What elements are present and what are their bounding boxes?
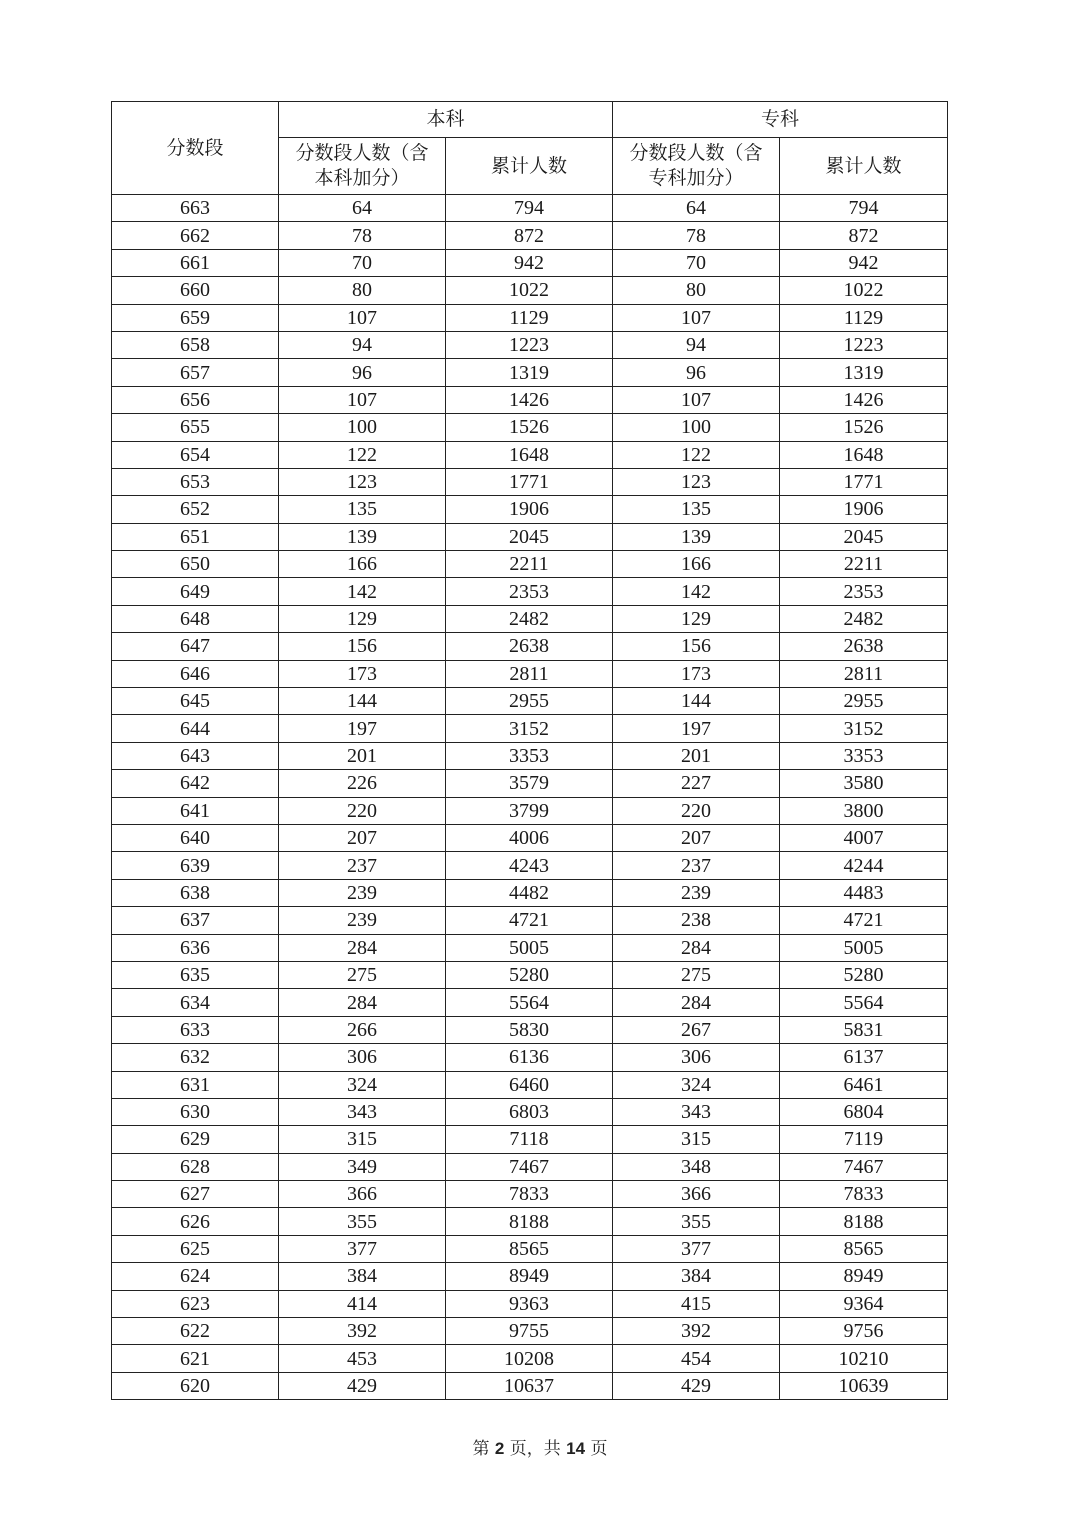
table-row [112, 633, 948, 660]
undergrad-cumulative-cell: 942 [446, 249, 613, 276]
junior-count-cell: 107 [613, 386, 780, 413]
junior-cumulative-cell: 8565 [780, 1235, 948, 1262]
score-band-cell: 622 [112, 1318, 279, 1345]
junior-cumulative-cell: 10210 [780, 1345, 948, 1372]
undergrad-cumulative-cell: 2482 [446, 605, 613, 632]
undergrad-cumulative-cell: 1526 [446, 414, 613, 441]
junior-count-cell: 144 [613, 688, 780, 715]
junior-cumulative-cell: 8949 [780, 1263, 948, 1290]
undergrad-cumulative-cell: 1906 [446, 496, 613, 523]
undergrad-cumulative-cell: 1426 [446, 386, 613, 413]
junior-count-cell: 366 [613, 1181, 780, 1208]
undergrad-cumulative-cell: 8188 [446, 1208, 613, 1235]
score-band-cell: 648 [112, 605, 279, 632]
junior-cumulative-cell: 6137 [780, 1044, 948, 1071]
table-row [112, 989, 948, 1016]
junior-cumulative-cell: 8188 [780, 1208, 948, 1235]
junior-count-cell: 275 [613, 961, 780, 988]
undergrad-cumulative-cell: 2811 [446, 660, 613, 687]
table-row [112, 605, 948, 632]
junior-cumulative-cell: 872 [780, 222, 948, 249]
junior-count-cell: 173 [613, 660, 780, 687]
undergrad-count-cell: 166 [279, 551, 446, 578]
undergrad-cumulative-cell: 1129 [446, 304, 613, 331]
undergrad-count-cell: 64 [279, 195, 446, 222]
undergrad-count-cell: 107 [279, 386, 446, 413]
table-row [112, 852, 948, 879]
table-row [112, 1235, 948, 1262]
undergrad-count-cell: 96 [279, 359, 446, 386]
table-row [112, 1098, 948, 1125]
undergrad-count-cell: 207 [279, 824, 446, 851]
junior-count-cell: 306 [613, 1044, 780, 1071]
score-band-cell: 657 [112, 359, 279, 386]
score-band-cell: 658 [112, 331, 279, 358]
table-row [112, 496, 948, 523]
table-row [112, 468, 948, 495]
junior-count-cell: 377 [613, 1235, 780, 1262]
page-footer [0, 1434, 1080, 1459]
undergrad-count-cell: 100 [279, 414, 446, 441]
junior-cumulative-cell: 3152 [780, 715, 948, 742]
undergrad-count-cell: 220 [279, 797, 446, 824]
junior-cumulative-cell: 942 [780, 249, 948, 276]
undergrad-count-cell: 94 [279, 331, 446, 358]
junior-cumulative-cell: 4007 [780, 824, 948, 851]
table-row [112, 742, 948, 769]
undergrad-cumulative-cell: 2955 [446, 688, 613, 715]
table-row [112, 1290, 948, 1317]
score-band-cell: 633 [112, 1016, 279, 1043]
junior-count-cell: 207 [613, 824, 780, 851]
junior-count-cell: 454 [613, 1345, 780, 1372]
score-band-cell: 647 [112, 633, 279, 660]
undergrad-count-cell: 284 [279, 989, 446, 1016]
junior-cumulative-cell: 9364 [780, 1290, 948, 1317]
junior-count-cell: 96 [613, 359, 780, 386]
junior-count-cell: 166 [613, 551, 780, 578]
undergrad-count-cell: 139 [279, 523, 446, 550]
score-band-cell: 655 [112, 414, 279, 441]
score-band-cell: 641 [112, 797, 279, 824]
undergrad-cumulative-cell: 7467 [446, 1153, 613, 1180]
junior-count-cell: 415 [613, 1290, 780, 1317]
junior-cumulative-cell: 5280 [780, 961, 948, 988]
score-band-cell: 628 [112, 1153, 279, 1180]
junior-cumulative-cell: 1129 [780, 304, 948, 331]
table-row [112, 1372, 948, 1399]
undergrad-count-cell: 315 [279, 1126, 446, 1153]
junior-count-cell: 122 [613, 441, 780, 468]
undergrad-cumulative-cell: 4482 [446, 879, 613, 906]
junior-count-cell: 227 [613, 770, 780, 797]
undergrad-cumulative-cell: 2211 [446, 551, 613, 578]
junior-count-cell: 355 [613, 1208, 780, 1235]
table-row [112, 688, 948, 715]
table-row [112, 386, 948, 413]
junior-cumulative-cell: 2638 [780, 633, 948, 660]
undergrad-cumulative-cell: 1223 [446, 331, 613, 358]
junior-cumulative-cell: 4721 [780, 907, 948, 934]
table-row [112, 249, 948, 276]
junior-count-cell: 142 [613, 578, 780, 605]
undergrad-count-cell: 275 [279, 961, 446, 988]
junior-cumulative-cell: 2955 [780, 688, 948, 715]
undergrad-cumulative-cell: 5564 [446, 989, 613, 1016]
junior-count-cell: 392 [613, 1318, 780, 1345]
junior-count-cell: 284 [613, 989, 780, 1016]
footer-page-number: 2 [494, 1439, 505, 1458]
junior-cumulative-cell: 3353 [780, 742, 948, 769]
junior-cumulative-cell: 1648 [780, 441, 948, 468]
junior-count-cell: 237 [613, 852, 780, 879]
score-band-cell: 650 [112, 551, 279, 578]
undergrad-count-cell: 429 [279, 1372, 446, 1399]
table-row [112, 331, 948, 358]
undergrad-count-cell: 144 [279, 688, 446, 715]
junior-count-cell: 107 [613, 304, 780, 331]
table-body [112, 195, 948, 1400]
table-row [112, 441, 948, 468]
junior-count-cell: 238 [613, 907, 780, 934]
junior-count-cell: 123 [613, 468, 780, 495]
junior-cumulative-cell: 1526 [780, 414, 948, 441]
table-row [112, 1345, 948, 1372]
junior-cumulative-cell: 7833 [780, 1181, 948, 1208]
table-row [112, 934, 948, 961]
junior-count-cell: 64 [613, 195, 780, 222]
junior-count-cell: 239 [613, 879, 780, 906]
undergrad-count-cell: 239 [279, 907, 446, 934]
table-row [112, 304, 948, 331]
table-row [112, 797, 948, 824]
header-row-groups [112, 102, 948, 138]
score-band-cell: 661 [112, 249, 279, 276]
junior-count-cell: 315 [613, 1126, 780, 1153]
junior-count-cell: 139 [613, 523, 780, 550]
score-band-cell: 653 [112, 468, 279, 495]
score-band-cell: 636 [112, 934, 279, 961]
table-row [112, 1153, 948, 1180]
undergrad-count-cell: 129 [279, 605, 446, 632]
score-band-cell: 651 [112, 523, 279, 550]
undergrad-count-cell: 414 [279, 1290, 446, 1317]
score-band-cell: 646 [112, 660, 279, 687]
undergrad-count-cell: 226 [279, 770, 446, 797]
undergrad-cumulative-cell: 2353 [446, 578, 613, 605]
undergrad-cumulative-cell: 6460 [446, 1071, 613, 1098]
junior-cumulative-cell: 10639 [780, 1372, 948, 1399]
undergrad-count-cell: 366 [279, 1181, 446, 1208]
score-band-cell: 631 [112, 1071, 279, 1098]
undergrad-cumulative-cell: 3799 [446, 797, 613, 824]
junior-cumulative-cell: 4483 [780, 879, 948, 906]
undergrad-count-cell: 107 [279, 304, 446, 331]
score-band-cell: 638 [112, 879, 279, 906]
junior-count-cell: 220 [613, 797, 780, 824]
undergrad-count-cell: 324 [279, 1071, 446, 1098]
undergrad-cumulative-cell: 1022 [446, 277, 613, 304]
undergrad-count-cell: 201 [279, 742, 446, 769]
junior-cumulative-cell: 5564 [780, 989, 948, 1016]
junior-cumulative-cell: 6804 [780, 1098, 948, 1125]
junior-cumulative-cell: 794 [780, 195, 948, 222]
table-row [112, 551, 948, 578]
junior-cumulative-cell: 1906 [780, 496, 948, 523]
junior-count-cell: 94 [613, 331, 780, 358]
score-band-cell: 654 [112, 441, 279, 468]
undergrad-cumulative-cell: 794 [446, 195, 613, 222]
score-band-cell: 630 [112, 1098, 279, 1125]
score-table [111, 101, 948, 1400]
junior-cumulative-cell: 2811 [780, 660, 948, 687]
undergrad-count-cell: 284 [279, 934, 446, 961]
undergrad-cumulative-cell: 10637 [446, 1372, 613, 1399]
score-band-cell: 634 [112, 989, 279, 1016]
junior-count-cell: 284 [613, 934, 780, 961]
score-band-cell: 644 [112, 715, 279, 742]
junior-cumulative-cell: 3800 [780, 797, 948, 824]
table-row [112, 277, 948, 304]
junior-count-header: 分数段人数（含专科加分） [613, 138, 780, 195]
undergrad-count-cell: 355 [279, 1208, 446, 1235]
undergrad-count-cell: 349 [279, 1153, 446, 1180]
undergrad-cumulative-cell: 1648 [446, 441, 613, 468]
table-row [112, 961, 948, 988]
footer-total-pages: 14 [566, 1439, 586, 1458]
score-band-cell: 659 [112, 304, 279, 331]
junior-cumulative-cell: 2353 [780, 578, 948, 605]
junior-cumulative-cell: 2045 [780, 523, 948, 550]
score-band-cell: 649 [112, 578, 279, 605]
undergrad-count-cell: 78 [279, 222, 446, 249]
undergrad-cumulative-cell: 8565 [446, 1235, 613, 1262]
table-header [112, 102, 948, 195]
score-band-cell: 632 [112, 1044, 279, 1071]
undergrad-count-cell: 80 [279, 277, 446, 304]
undergrad-cumulative-cell: 3152 [446, 715, 613, 742]
junior-cumulative-cell: 4244 [780, 852, 948, 879]
undergrad-count-cell: 123 [279, 468, 446, 495]
undergrad-cumulative-cell: 872 [446, 222, 613, 249]
undergrad-cumulative-cell: 4006 [446, 824, 613, 851]
score-band-cell: 624 [112, 1263, 279, 1290]
table-row [112, 523, 948, 550]
junior-cumulative-cell: 2211 [780, 551, 948, 578]
junior-count-cell: 197 [613, 715, 780, 742]
junior-count-cell: 324 [613, 1071, 780, 1098]
junior-count-cell: 129 [613, 605, 780, 632]
score-band-cell: 623 [112, 1290, 279, 1317]
score-band-cell: 662 [112, 222, 279, 249]
undergrad-cumulative-header: 累计人数 [446, 138, 613, 195]
undergrad-count-cell: 266 [279, 1016, 446, 1043]
score-band-cell: 621 [112, 1345, 279, 1372]
undergrad-count-cell: 343 [279, 1098, 446, 1125]
table-row [112, 1208, 948, 1235]
undergrad-count-cell: 197 [279, 715, 446, 742]
junior-cumulative-cell: 9756 [780, 1318, 948, 1345]
undergrad-cumulative-cell: 2045 [446, 523, 613, 550]
undergrad-count-cell: 135 [279, 496, 446, 523]
table-row [112, 715, 948, 742]
junior-count-cell: 80 [613, 277, 780, 304]
table-row [112, 824, 948, 851]
junior-cumulative-cell: 1022 [780, 277, 948, 304]
score-band-cell: 660 [112, 277, 279, 304]
undergrad-cumulative-cell: 1319 [446, 359, 613, 386]
junior-cumulative-cell: 3580 [780, 770, 948, 797]
junior-count-cell: 78 [613, 222, 780, 249]
score-band-cell: 640 [112, 824, 279, 851]
junior-count-cell: 343 [613, 1098, 780, 1125]
score-band-cell: 626 [112, 1208, 279, 1235]
junior-group-header: 专科 [613, 102, 948, 138]
undergrad-group-header: 本科 [279, 102, 613, 138]
undergrad-count-cell: 453 [279, 1345, 446, 1372]
junior-cumulative-cell: 6461 [780, 1071, 948, 1098]
undergrad-count-cell: 173 [279, 660, 446, 687]
undergrad-cumulative-cell: 1771 [446, 468, 613, 495]
table-row [112, 578, 948, 605]
undergrad-cumulative-cell: 7833 [446, 1181, 613, 1208]
score-band-cell: 645 [112, 688, 279, 715]
junior-count-cell: 156 [613, 633, 780, 660]
undergrad-count-cell: 122 [279, 441, 446, 468]
table-row [112, 222, 948, 249]
table-row [112, 1318, 948, 1345]
table-row [112, 359, 948, 386]
junior-cumulative-cell: 1223 [780, 331, 948, 358]
undergrad-cumulative-cell: 4243 [446, 852, 613, 879]
score-band-cell: 635 [112, 961, 279, 988]
junior-count-cell: 100 [613, 414, 780, 441]
junior-count-cell: 135 [613, 496, 780, 523]
undergrad-count-cell: 306 [279, 1044, 446, 1071]
undergrad-cumulative-cell: 3579 [446, 770, 613, 797]
table-row [112, 1016, 948, 1043]
junior-cumulative-cell: 5831 [780, 1016, 948, 1043]
undergrad-cumulative-cell: 10208 [446, 1345, 613, 1372]
score-band-cell: 643 [112, 742, 279, 769]
junior-count-cell: 384 [613, 1263, 780, 1290]
table-row [112, 414, 948, 441]
undergrad-cumulative-cell: 9755 [446, 1318, 613, 1345]
score-band-cell: 625 [112, 1235, 279, 1262]
table-row [112, 1263, 948, 1290]
undergrad-count-cell: 70 [279, 249, 446, 276]
table-row [112, 907, 948, 934]
score-band-cell: 652 [112, 496, 279, 523]
footer-middle: 页，共 [509, 1439, 561, 1459]
table-row [112, 1071, 948, 1098]
table-row [112, 1044, 948, 1071]
table-row [112, 1181, 948, 1208]
junior-cumulative-cell: 7119 [780, 1126, 948, 1153]
footer-prefix: 第 [472, 1439, 490, 1459]
score-band-header: 分数段 [112, 102, 279, 195]
junior-cumulative-cell: 1771 [780, 468, 948, 495]
score-band-cell: 663 [112, 195, 279, 222]
junior-count-cell: 201 [613, 742, 780, 769]
undergrad-count-cell: 156 [279, 633, 446, 660]
undergrad-count-cell: 239 [279, 879, 446, 906]
undergrad-cumulative-cell: 9363 [446, 1290, 613, 1317]
junior-count-cell: 348 [613, 1153, 780, 1180]
junior-cumulative-cell: 5005 [780, 934, 948, 961]
undergrad-cumulative-cell: 7118 [446, 1126, 613, 1153]
undergrad-count-header: 分数段人数（含本科加分） [279, 138, 446, 195]
undergrad-count-cell: 384 [279, 1263, 446, 1290]
undergrad-cumulative-cell: 5280 [446, 961, 613, 988]
table-row [112, 660, 948, 687]
score-band-cell: 656 [112, 386, 279, 413]
score-band-cell: 629 [112, 1126, 279, 1153]
score-band-cell: 637 [112, 907, 279, 934]
footer-suffix: 页 [590, 1439, 608, 1459]
score-band-cell: 627 [112, 1181, 279, 1208]
junior-cumulative-cell: 2482 [780, 605, 948, 632]
undergrad-cumulative-cell: 2638 [446, 633, 613, 660]
undergrad-cumulative-cell: 8949 [446, 1263, 613, 1290]
undergrad-cumulative-cell: 6803 [446, 1098, 613, 1125]
table-row [112, 770, 948, 797]
junior-count-cell: 429 [613, 1372, 780, 1399]
undergrad-cumulative-cell: 6136 [446, 1044, 613, 1071]
undergrad-count-cell: 392 [279, 1318, 446, 1345]
score-band-cell: 642 [112, 770, 279, 797]
undergrad-cumulative-cell: 3353 [446, 742, 613, 769]
undergrad-count-cell: 142 [279, 578, 446, 605]
junior-cumulative-cell: 1319 [780, 359, 948, 386]
score-band-cell: 620 [112, 1372, 279, 1399]
junior-cumulative-cell: 7467 [780, 1153, 948, 1180]
undergrad-count-cell: 377 [279, 1235, 446, 1262]
junior-count-cell: 70 [613, 249, 780, 276]
junior-cumulative-header: 累计人数 [780, 138, 948, 195]
table-row [112, 195, 948, 222]
table-row [112, 1126, 948, 1153]
undergrad-cumulative-cell: 4721 [446, 907, 613, 934]
undergrad-cumulative-cell: 5830 [446, 1016, 613, 1043]
table-row [112, 879, 948, 906]
undergrad-count-cell: 237 [279, 852, 446, 879]
junior-count-cell: 267 [613, 1016, 780, 1043]
score-band-cell: 639 [112, 852, 279, 879]
undergrad-cumulative-cell: 5005 [446, 934, 613, 961]
junior-cumulative-cell: 1426 [780, 386, 948, 413]
